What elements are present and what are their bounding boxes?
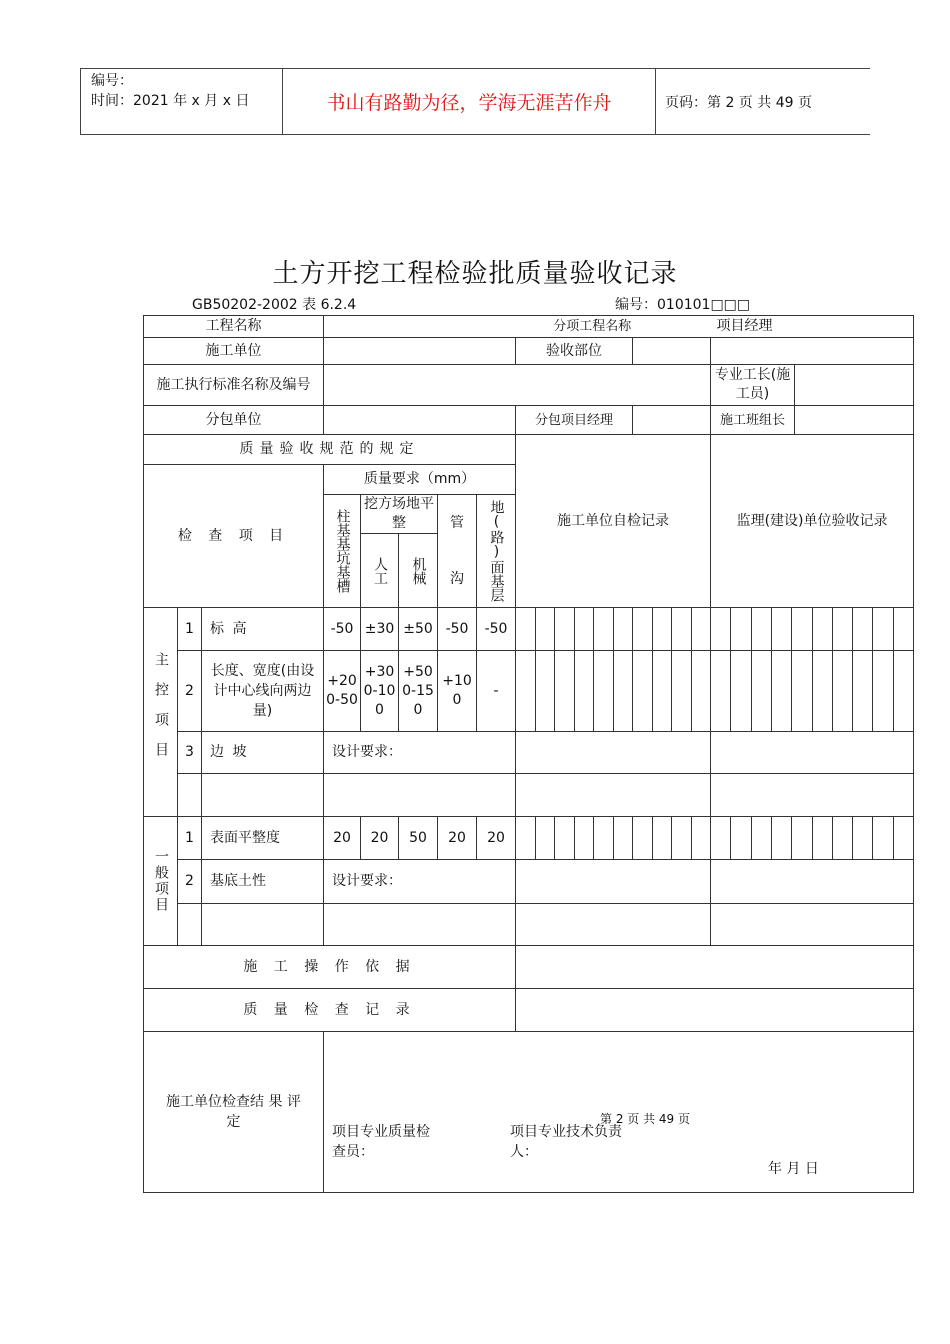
main-row-1-supervision[interactable]	[711, 608, 914, 651]
contractor-value[interactable]	[324, 338, 516, 365]
main-row-1-v4: -50	[438, 608, 477, 651]
main-row-1-name: 标 高	[202, 608, 324, 651]
general-row-3-self-check[interactable]	[516, 904, 711, 946]
col-site-header: 挖方场地平整	[361, 495, 438, 534]
main-row-3-supervision[interactable]	[711, 732, 914, 774]
sub-manager-label: 分包项目经理	[516, 406, 633, 434]
main-row-1-self-check[interactable]	[516, 608, 711, 651]
main-row-1-v1: -50	[324, 608, 361, 651]
acceptance-table	[143, 315, 914, 1193]
code-label: 编号：	[91, 73, 133, 89]
standard-name-label: 施工执行标准名称及编号	[144, 365, 324, 406]
col-pipe-header: 管	[450, 515, 464, 531]
acceptance-part-extra[interactable]	[711, 338, 914, 365]
main-row-3-no: 3	[178, 732, 202, 774]
check-item-header: 检 查 项 目	[144, 465, 324, 608]
general-row-1-name: 表面平整度	[202, 817, 324, 860]
quality-record-label: 质 量 检 查 记 录	[144, 989, 516, 1032]
main-row-2-supervision[interactable]	[711, 651, 914, 732]
time-label: 时间：2021 年 x 月 x 日	[91, 93, 250, 109]
self-check-header: 施工单位自检记录	[516, 435, 711, 608]
main-row-4-supervision[interactable]	[711, 774, 914, 817]
tech-lead-label: 项目专业技术负责人：	[510, 1124, 622, 1160]
quality-req-header: 质量要求（mm）	[324, 465, 516, 495]
general-row-2-name: 基底土性	[202, 860, 324, 904]
main-row-2-no: 2	[178, 651, 202, 732]
general-row-1-no: 1	[178, 817, 202, 860]
general-row-2-self-check[interactable]	[516, 860, 711, 904]
col-road-header: 地(路)面基层	[477, 495, 516, 608]
foreman-label: 专业工长(施工员)	[711, 365, 795, 405]
acceptance-part-label: 验收部位	[516, 338, 633, 364]
general-row-1-v1: 20	[324, 817, 361, 860]
page-note: 第 2 页 共 49 页	[600, 1112, 690, 1126]
header-box	[80, 68, 870, 135]
team-leader-value[interactable]	[795, 406, 913, 434]
main-row-2-v1: +200-50	[324, 651, 361, 732]
main-row-2-v2: +300-100	[361, 651, 399, 732]
general-row-1-self-check[interactable]	[516, 817, 711, 860]
acceptance-part-value[interactable]	[633, 338, 710, 364]
standard-name-value[interactable]	[324, 365, 711, 406]
supervision-header: 监理(建设)单位验收记录	[711, 435, 914, 608]
contractor-label: 施工单位	[144, 338, 324, 365]
document-title: 土方开挖工程检验批质量验收记录	[272, 259, 678, 289]
main-row-2-v3: +500-150	[399, 651, 438, 732]
col-machine-header: 机械	[399, 534, 438, 608]
document-number: 编号：010101□□□	[615, 297, 751, 313]
subcontractor-label: 分包单位	[144, 406, 324, 435]
main-row-1-v5: -50	[477, 608, 516, 651]
project-manager-label: 项目经理	[711, 316, 914, 338]
col-manual-header: 人工	[361, 534, 399, 608]
general-row-2-design: 设计要求：	[324, 860, 516, 904]
main-row-1-v3: ±50	[399, 608, 438, 651]
main-row-2-v4: +100	[438, 651, 477, 732]
main-row-3-name: 边 坡	[202, 732, 324, 774]
general-row-1-v5: 20	[477, 817, 516, 860]
spec-heading: 质量验收规范的规定	[144, 435, 516, 465]
result-area[interactable]	[324, 1032, 914, 1193]
header-meta	[81, 69, 283, 134]
general-row-3-supervision[interactable]	[711, 904, 914, 946]
main-row-1-no: 1	[178, 608, 202, 651]
general-row-1-supervision[interactable]	[711, 817, 914, 860]
main-items-group: 主控项目	[144, 608, 178, 817]
standard-ref: GB50202-2002 表 6.2.4	[192, 297, 357, 313]
main-row-4-self-check[interactable]	[516, 774, 711, 817]
page-label: 页码：第 2 页 共 49 页	[665, 94, 812, 111]
sub-project-name-label: 分项工程名称	[324, 316, 711, 338]
col-pipe2-header: 沟	[450, 571, 464, 587]
result-label: 施工单位检查结 果 评 定	[144, 1032, 324, 1193]
general-row-1-v4: 20	[438, 817, 477, 860]
main-row-2-self-check[interactable]	[516, 651, 711, 732]
general-row-1-v2: 20	[361, 817, 399, 860]
quality-record-value[interactable]	[516, 989, 914, 1032]
subcontractor-value[interactable]	[324, 406, 516, 435]
main-row-1-v2: ±30	[361, 608, 399, 651]
main-row-2-name: 长度、宽度(由设计中心线向两边量)	[202, 651, 324, 732]
general-row-1-v3: 50	[399, 817, 438, 860]
sub-manager-value[interactable]	[633, 406, 710, 434]
team-leader-label: 施工班组长	[711, 406, 795, 434]
general-row-2-supervision[interactable]	[711, 860, 914, 904]
general-items-group: 一般项目	[144, 817, 178, 946]
main-row-2-v5: -	[477, 651, 516, 732]
foreman-value[interactable]	[795, 365, 913, 405]
motto: 书山有路勤为径，学海无涯苦作舟	[283, 69, 656, 134]
date-label: 年 月 日	[768, 1161, 819, 1177]
col-pit-header: 柱基基坑基槽	[324, 495, 361, 608]
general-row-2-no: 2	[178, 860, 202, 904]
inspector-label: 项目专业质量检查员：	[332, 1124, 430, 1160]
main-row-3-self-check[interactable]	[516, 732, 711, 774]
operation-basis-value[interactable]	[516, 946, 914, 989]
operation-basis-label: 施 工 操 作 依 据	[144, 946, 516, 989]
main-row-3-design: 设计要求：	[324, 732, 516, 774]
project-name-label: 工程名称	[144, 316, 324, 338]
